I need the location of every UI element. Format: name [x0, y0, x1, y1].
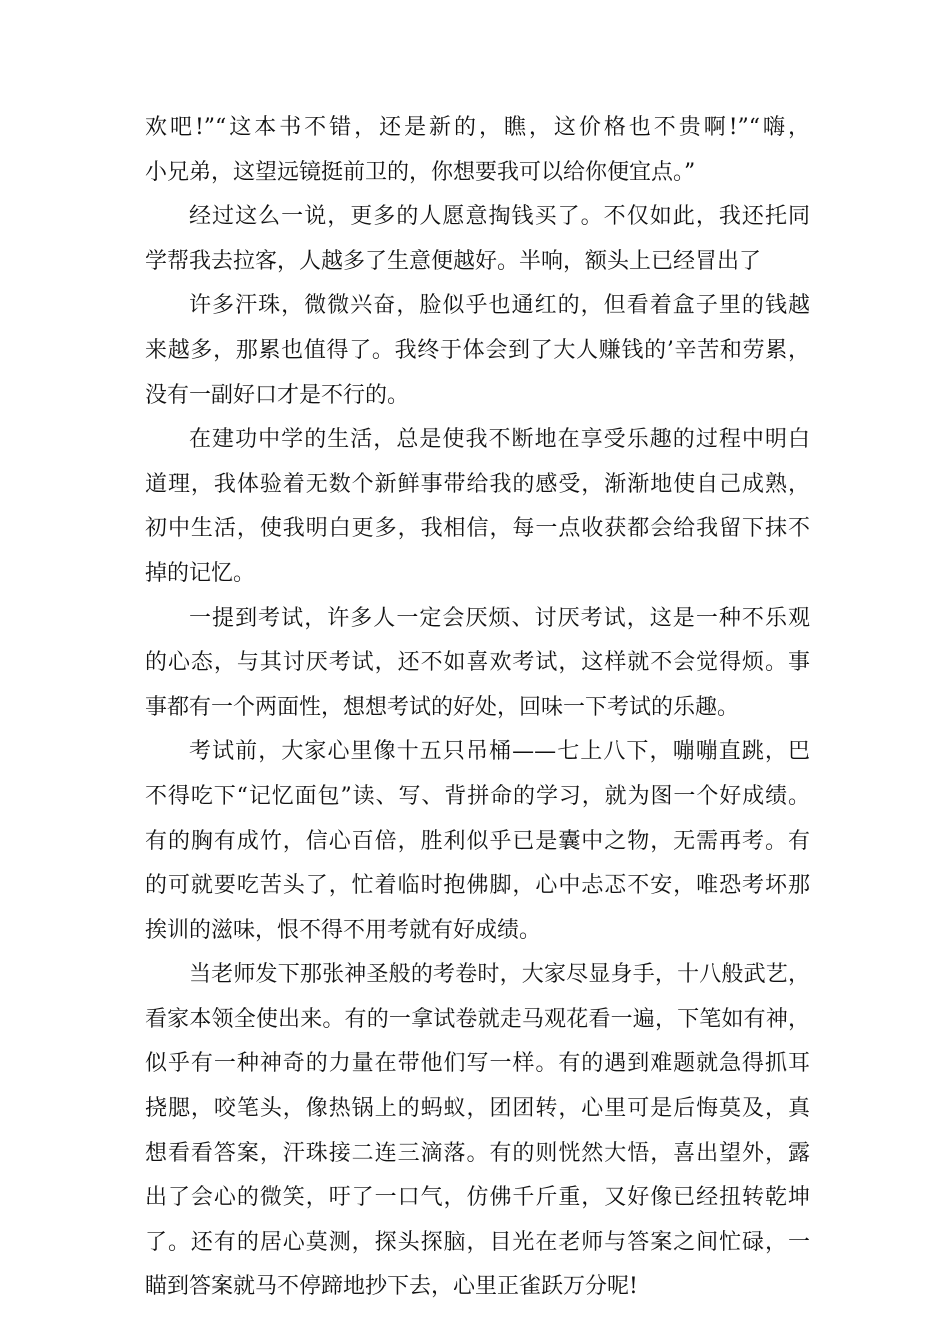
- text-line: 瞄到答案就马不停蹄地抄下去，心里正雀跃万分呢!: [145, 1274, 638, 1300]
- text-line: 来越多，那累也值得了。我终于体会到了大人赚钱的’辛苦和劳累，: [145, 337, 810, 363]
- text-line: 一提到考试，许多人一定会厌烦、讨厌考试，这是一种不乐观: [189, 605, 810, 631]
- text-line: 的心态，与其讨厌考试，还不如喜欢考试，这样就不会觉得烦。事: [145, 650, 810, 676]
- text-line: 经过这么一说，更多的人愿意掏钱买了。不仅如此，我还托同: [189, 204, 810, 230]
- text-line: 小兄弟，这望远镜挺前卫的，你想要我可以给你便宜点。”: [145, 159, 696, 185]
- text-line: 在建功中学的生活，总是使我不断地在享受乐趣的过程中明白: [189, 427, 810, 453]
- text-line: 没有一副好口才是不行的。: [145, 382, 410, 408]
- essay-body: [145, 106, 810, 1310]
- text-line: 考试前，大家心里像十五只吊桶——七上八下，嘣嘣直跳，巴: [189, 739, 810, 765]
- text-line: 不得吃下“记忆面包”读、写、背拼命的学习，就为图一个好成绩。: [145, 783, 810, 809]
- text-line: 当老师发下那张神圣般的考卷时，大家尽显身手，十八般武艺，: [189, 962, 810, 988]
- text-line: 出了会心的微笑，吁了一口气，仿佛千斤重，又好像已经扭转乾坤: [145, 1185, 810, 1211]
- text-line: 挨训的滋味，恨不得不用考就有好成绩。: [145, 917, 542, 943]
- text-line: 挠腮，咬笔头，像热锅上的蚂蚁，团团转，心里可是后悔莫及，真: [145, 1096, 810, 1122]
- text-line: 的可就要吃苦头了，忙着临时抱佛脚，心中忐忑不安，唯恐考坏那: [145, 873, 810, 899]
- text-line: 许多汗珠，微微兴奋，脸似乎也通红的，但看着盒子里的钱越: [189, 293, 810, 319]
- text-line: 初中生活，使我明白更多，我相信，每一点收获都会给我留下抹不: [145, 516, 810, 542]
- text-line: 想看看答案，汗珠接二连三滴落。有的则恍然大悟，喜出望外，露: [145, 1140, 810, 1166]
- text-line: 事都有一个两面性，想想考试的好处，回味一下考试的乐趣。: [145, 694, 740, 720]
- text-line: 掉的记忆。: [145, 560, 256, 586]
- text-line: 似乎有一种神奇的力量在带他们写一样。有的遇到难题就急得抓耳: [145, 1051, 810, 1077]
- text-line: 欢吧!”“这本书不错，还是新的，瞧，这价格也不贵啊!”“嗨，: [145, 115, 810, 140]
- text-line: 有的胸有成竹，信心百倍，胜利似乎已是囊中之物，无需再考。有: [145, 828, 810, 854]
- text-line: 学帮我去拉客，人越多了生意便越好。半响，额头上已经冒出了: [145, 248, 762, 274]
- text-line: 看家本领全使出来。有的一拿试卷就走马观花看一遍，下笔如有神，: [145, 1006, 810, 1032]
- text-line: 道理，我体验着无数个新鲜事带给我的感受，渐渐地使自己成熟，: [145, 471, 810, 497]
- text-line: 了。还有的居心莫测，探头探脑，目光在老师与答案之间忙碌，一: [145, 1229, 810, 1255]
